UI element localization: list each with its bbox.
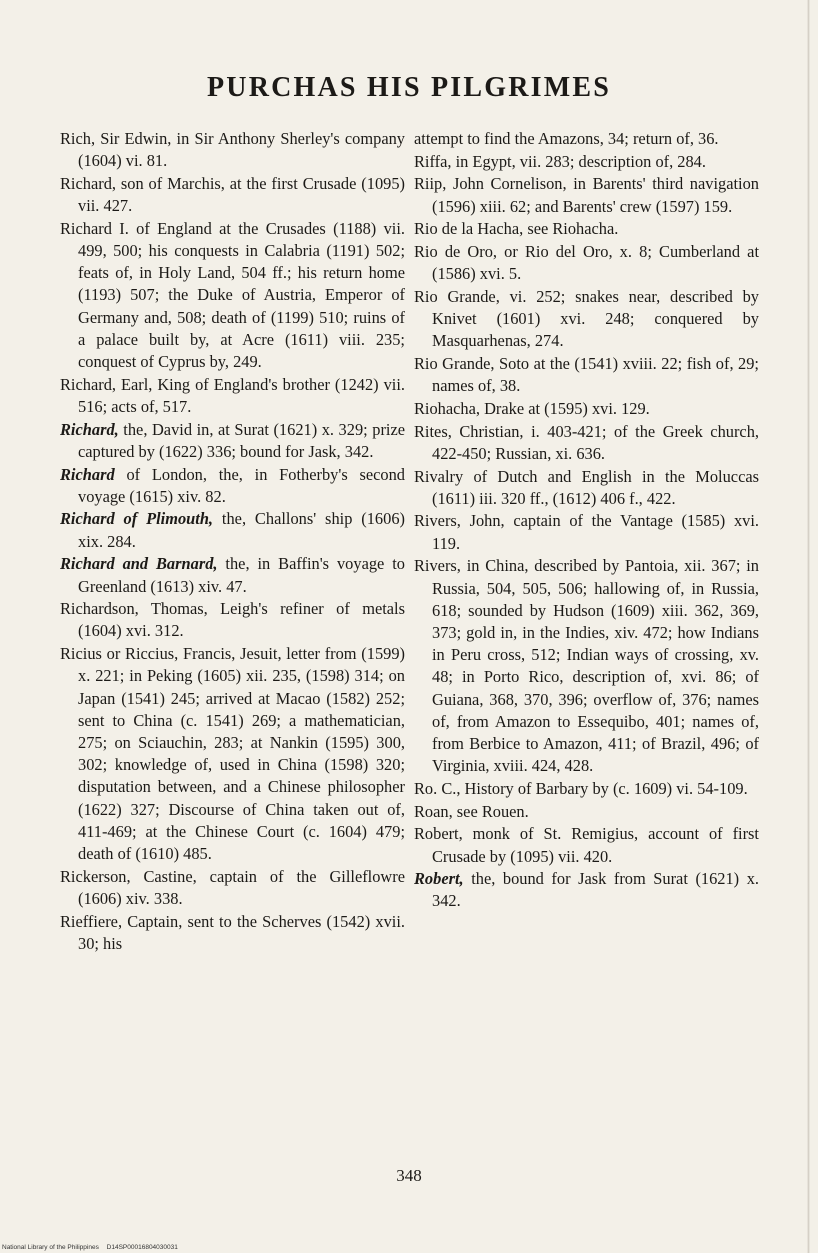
entry-heading: Rio Grande,: [414, 354, 495, 374]
index-entry: [414, 555, 759, 777]
page-edge: [807, 0, 810, 1253]
index-entry: [414, 173, 759, 217]
entry-text: captain of the Gilleflowre (1606) xiv. 338.: [78, 866, 405, 908]
entry-text: monk of St. Remigius, account of first Crusade by (1095) vii. 420.: [432, 824, 759, 866]
entry-heading: Richardson, Thomas,: [60, 599, 208, 619]
entry-heading: Richard of Plimouth,: [60, 509, 214, 529]
entry-heading: Richard,: [60, 419, 119, 439]
entry-heading: Riip, John Cornelison,: [414, 174, 567, 194]
page-title: PURCHAS HIS PILGRIMES: [206, 72, 612, 103]
entry-text: Soto at the (1541) xviii. 22; fish of, 29; names of, 38.: [432, 354, 759, 396]
entry-text: of Dutch and English in the Moluccas (1611) iii. 320 ff., (1612) 406 f., 422.: [432, 466, 759, 508]
index-entry: [414, 466, 759, 510]
index-entry: [414, 778, 759, 800]
entry-heading: Rio de la Hacha,: [414, 219, 524, 239]
entry-text: i. 403-421; of the Greek church, 422-450; Russian, xi. 636.: [432, 421, 759, 463]
entry-text: of London, the, in Fotherby's second voyage (1615) xiv. 82.: [78, 464, 405, 506]
entry-text: the, Challons' ship (1606) xix. 284.: [78, 509, 405, 551]
entry-heading: Richard, Earl,: [60, 374, 153, 394]
entry-text: in China, described by Pantoia, xii. 367; in Russia, 504, 505, 506; hallowing of, in Russia, 618; sounded by Hudson (1609) xiii. 362, 369, 373; gold in, in the Indies, xiv. 472; how Indians in Peru cross, 512; Indian ways of crossing, xv. 48; in Porto Rico, description of, xvi. 86; of Guiana, 368, 370, 396; overflow of, 376; names of, from Amazon to Essequibo, 401; names of, from Berbice to Amazon, 411; of Brazil, 496; of Virginia, xviii. 424, 428.: [432, 556, 759, 776]
entry-text: attempt to find the Amazons, 34; return of, 36.: [414, 129, 719, 148]
entry-text: Leigh's refiner of metals (1604) xvi. 312.: [78, 599, 405, 641]
index-entry: [60, 419, 405, 463]
index-entry: [60, 218, 405, 373]
entry-text: captain of the Vantage (1585) xvi. 119.: [432, 511, 759, 553]
entry-text: of England at the Crusades (1188) vii. 499, 500; his conquests in Calabria (1191) 502; feats of, in Holy Land, 504 ff.; his return home (1193) 507; the Duke of Austria, Emperor of Germany and, 508; death of (1199) 510; ruins of a palace built by, at Acre (1611) viii. 235; conquest of Cyprus by, 249.: [78, 218, 405, 372]
entry-heading: Richard I.: [60, 218, 129, 238]
entry-text: the, David in, at Surat (1621) x. 329; prize captured by (1622) 336; bound for Jask, 342.: [78, 419, 405, 461]
index-entry: [414, 823, 759, 867]
right-column: [414, 128, 759, 913]
entry-text: see Rouen.: [452, 801, 529, 821]
index-entry: [60, 173, 405, 217]
index-entry: [60, 866, 405, 910]
index-entry: [60, 911, 405, 955]
index-entry: [414, 868, 759, 912]
entry-text: the, bound for Jask from Surat (1621) x. 342.: [432, 869, 759, 911]
footer-code: D14SP00016804030031: [106, 1244, 178, 1251]
index-entry: [60, 643, 405, 865]
entry-heading: Rickerson, Castine,: [60, 866, 197, 886]
entry-heading: Richard: [60, 464, 115, 484]
index-entry: [60, 508, 405, 552]
footer-library: National Library of the Philippines: [2, 1244, 99, 1251]
entry-heading: Rites, Christian,: [414, 421, 524, 441]
entry-heading: Rio de Oro,: [414, 242, 498, 262]
footer: [2, 1244, 184, 1251]
entry-heading: Robert,: [414, 869, 464, 889]
index-entry: [414, 286, 759, 353]
entry-text: Jesuit, letter from (1599) x. 221; in Peking (1605) xii. 235, (1598) 314; on Japan (1541) 245; arrived at Macao (1582) 252; sent to China (c. 1541) 269; a mathematician, 275; on Sciauchin, 283; at Nankin (1595) 300, 302; knowledge of, used in China (1598) 320; disputation between, and a Chinese philosopher (1622) 327; Discourse of China taken out of, 411-469; at the Chinese Court (c. 1604) 479; death of (1610) 485.: [78, 644, 405, 863]
entry-heading: Ro. C.,: [414, 778, 461, 798]
entry-heading: Robert,: [414, 824, 463, 844]
entry-text: in Egypt, vii. 283; description of, 284.: [451, 151, 706, 171]
entry-heading: Riffa,: [414, 151, 452, 171]
entry-text: son of Marchis, at the first Crusade (1095) vii. 427.: [78, 173, 405, 216]
entry-text: vi. 252; snakes near, described by Knivet (1601) xvi. 248; conquered by Masquarhenas, 274.: [432, 286, 759, 351]
index-entry: [414, 241, 759, 285]
entry-heading: Rivers, John,: [414, 511, 505, 531]
index-entry: [414, 353, 759, 397]
left-column: [60, 128, 405, 956]
entry-heading: Rich, Sir Edwin,: [60, 129, 172, 148]
entry-heading: Rieffiere, Captain,: [60, 911, 183, 931]
index-entry: [414, 398, 759, 420]
entry-heading: Rivers,: [414, 556, 461, 576]
index-entry: [60, 128, 405, 172]
entry-heading: Riohacha,: [414, 398, 480, 418]
entry-text: sent to the Scherves (1542) xvii. 30; his: [78, 911, 405, 953]
entry-heading: Ricius or Riccius, Francis,: [60, 644, 236, 664]
page-number: 348: [396, 1166, 422, 1185]
entry-text: History of Barbary by (c. 1609) vi. 54-109.: [460, 778, 748, 798]
index-entry: [414, 128, 759, 150]
entry-text: or Rio del Oro, x. 8; Cumberland at (1586) xvi. 5.: [432, 242, 760, 284]
index-entry: [60, 553, 405, 597]
entry-text: in Sir Anthony Sherley's company (1604) vi. 81.: [78, 129, 405, 171]
entry-heading: Rivalry: [414, 466, 464, 486]
index-entry: [414, 421, 759, 465]
entry-heading: Richard and Barnard,: [60, 554, 218, 574]
index-entry: [414, 510, 759, 554]
entry-text: Drake at (1595) xvi. 129.: [480, 398, 650, 418]
index-entry: [414, 801, 759, 823]
entry-heading: Rio Grande,: [414, 286, 500, 306]
index-entry: [60, 464, 405, 508]
index-entry: [60, 598, 405, 642]
entry-text: King of England's brother (1242) vii. 516; acts of, 517.: [78, 374, 406, 416]
index-entry: [414, 151, 759, 173]
entry-heading: Roan,: [414, 801, 453, 821]
index-entry: [414, 218, 759, 240]
entry-heading: Richard,: [60, 173, 116, 193]
index-entry: [60, 374, 405, 418]
entry-text: in Barents' third navigation (1596) xiii. 62; and Barents' crew (1597) 159.: [432, 174, 759, 216]
entry-text: the, in Baffin's voyage to Greenland (1613) xiv. 47.: [78, 554, 405, 596]
entry-text: see Riohacha.: [523, 219, 619, 239]
